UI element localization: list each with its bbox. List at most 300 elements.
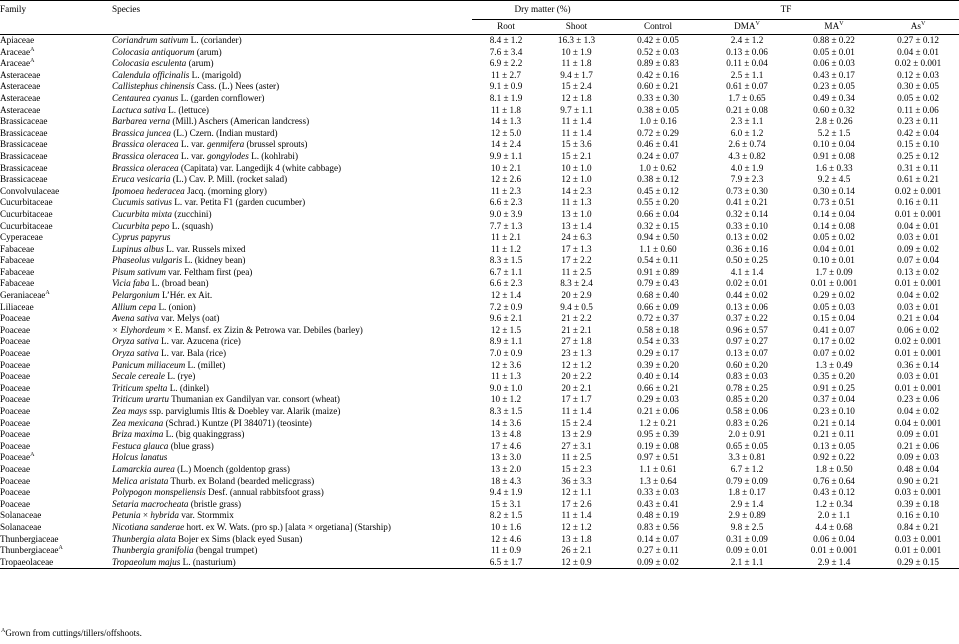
cell-dma: 1.7 ± 0.65 bbox=[728, 92, 766, 103]
header-family: Family bbox=[0, 1, 112, 20]
cell-root: 9.4 ± 1.9 bbox=[489, 487, 523, 498]
cell-species: Eruca vesicaria (L.) Cav. P. Mill. (rocket salad) bbox=[112, 174, 288, 185]
cell-dma: 6.0 ± 1.2 bbox=[730, 127, 764, 138]
cell-as: 0.06 ± 0.02 bbox=[897, 324, 939, 335]
cell-root: 15 ± 3.1 bbox=[490, 498, 522, 509]
cell-family: Asteraceae bbox=[0, 69, 41, 80]
cell-shoot: 8.3 ± 2.4 bbox=[560, 278, 593, 289]
cell-species: Tropaeolum majus L. (nasturium) bbox=[112, 557, 472, 569]
cell-dma: 2.0 ± 0.91 bbox=[728, 429, 766, 440]
cell-dma: 0.21 ± 0.08 bbox=[726, 104, 768, 115]
header-root: Root bbox=[497, 21, 515, 32]
cell-species: Avena sativa var. Melys (oat) bbox=[112, 313, 220, 324]
table-row bbox=[0, 534, 959, 546]
cell-root: 12 ± 4.6 bbox=[490, 533, 522, 544]
cell-family: Poaceae$^A$ bbox=[0, 452, 35, 463]
cell-family: Fabaceae bbox=[0, 266, 35, 277]
cell-root: 6.5 ± 1.7 bbox=[472, 557, 540, 569]
cell-control: 0.68 ± 0.40 bbox=[637, 290, 679, 301]
cell-control: 0.48 ± 0.19 bbox=[637, 510, 679, 521]
cell-as: 0.30 ± 0.05 bbox=[897, 81, 939, 92]
cell-family: Geraniaceae$^A$ bbox=[0, 290, 50, 301]
header-ma: $MA^V$ bbox=[824, 21, 844, 32]
cell-as: 0.27 ± 0.12 bbox=[897, 35, 939, 45]
cell-control: 0.72 ± 0.29 bbox=[637, 127, 679, 138]
cell-dma: 2.5 ± 1.1 bbox=[730, 69, 764, 80]
cell-ma: 0.17 ± 0.02 bbox=[813, 336, 855, 347]
cell-family: Cucurbitaceae bbox=[0, 208, 53, 219]
header-dma: $DMA^V$ bbox=[734, 21, 760, 32]
cell-as: 0.04 ± 0.02 bbox=[897, 290, 939, 301]
cell-as: 0.31 ± 0.11 bbox=[897, 162, 939, 173]
cell-dma: 0.33 ± 0.10 bbox=[726, 220, 768, 231]
cell-family: Poaceae bbox=[0, 313, 31, 324]
cell-control: 0.72 ± 0.37 bbox=[637, 313, 679, 324]
cell-as: 0.07 ± 0.04 bbox=[897, 255, 939, 266]
cell-species: × Elyhordeum × E. Mansf. ex Zizin & Petrowa var. Debiles (barley) bbox=[112, 324, 363, 335]
header-control: Control bbox=[643, 21, 673, 32]
cell-ma: 0.10 ± 0.01 bbox=[813, 255, 855, 266]
cell-root: 8.3 ± 1.5 bbox=[489, 406, 523, 416]
cell-dma: 4.3 ± 0.82 bbox=[728, 150, 766, 161]
cell-control: 1.2 ± 0.21 bbox=[639, 417, 677, 428]
cell-root: 11 ± 1.3 bbox=[491, 371, 521, 382]
cell-as: 0.90 ± 0.21 bbox=[897, 475, 939, 486]
cell-ma: 0.01 ± 0.001 bbox=[810, 278, 858, 289]
cell-species: Brassica juncea (L.) Czern. (Indian mustard) bbox=[112, 127, 278, 138]
cell-ma: 0.14 ± 0.04 bbox=[813, 208, 855, 219]
table-row bbox=[0, 35, 959, 47]
cell-species: Lamarckia aurea (L.) Moench (goldentop grass) bbox=[112, 463, 290, 474]
cell-family: Brassicaceae bbox=[0, 116, 48, 127]
cell-ma: 1.7 ± 0.09 bbox=[815, 266, 853, 277]
table-row bbox=[0, 47, 959, 59]
cell-root: 8.2 ± 1.5 bbox=[489, 510, 523, 521]
cell-control: 0.66 ± 0.09 bbox=[637, 301, 679, 312]
cell-species: Zea mays ssp. parviglumis Iltis & Doebley var. Alarik (maize) bbox=[112, 406, 341, 416]
cell-species: Briza maxima L. (big quakinggrass) bbox=[112, 429, 245, 440]
cell-control: 0.19 ± 0.08 bbox=[637, 440, 679, 451]
cell-family: Poaceae bbox=[0, 487, 31, 498]
cell-ma: 0.76 ± 0.64 bbox=[813, 475, 855, 486]
cell-species: Coriandrum sativum L. (coriander) bbox=[112, 35, 242, 45]
cell-species: Thunbergia granifolia (bengal trumpet) bbox=[112, 545, 258, 556]
header-row-sub bbox=[0, 20, 959, 35]
table-row bbox=[0, 464, 959, 476]
cell-shoot: 9.7 ± 1.1 bbox=[560, 104, 593, 115]
cell-control: 0.33 ± 0.30 bbox=[637, 92, 679, 103]
table-row bbox=[0, 441, 959, 453]
cell-control: 0.38 ± 0.12 bbox=[637, 174, 679, 185]
cell-shoot: 10 ± 1.0 bbox=[561, 162, 592, 173]
cell-shoot: 26 ± 2.1 bbox=[561, 545, 592, 556]
cell-control: 0.89 ± 0.83 bbox=[637, 58, 679, 69]
cell-as: 0.01 ± 0.001 bbox=[894, 382, 942, 393]
cell-root: 9.6 ± 2.1 bbox=[489, 313, 523, 324]
cell-family: Poaceae bbox=[0, 382, 31, 393]
cell-species: Zea mexicana (Schrad.) Kuntze (PI 384071) (teosinte) bbox=[112, 417, 312, 428]
table-row bbox=[0, 186, 959, 198]
cell-shoot: 9.4 ± 1.7 bbox=[560, 69, 593, 80]
cell-root: 9.9 ± 1.1 bbox=[489, 150, 523, 161]
cell-control: 0.52 ± 0.03 bbox=[637, 46, 679, 57]
table-row bbox=[0, 255, 959, 267]
cell-as: 0.01 ± 0.001 bbox=[894, 278, 942, 289]
cell-root: 14 ± 3.6 bbox=[490, 417, 522, 428]
cell-shoot: 11 ± 1.4 bbox=[561, 116, 592, 127]
cell-root: 7.2 ± 0.9 bbox=[489, 301, 523, 312]
cell-ma: 0.23 ± 0.05 bbox=[813, 81, 855, 92]
cell-root: 13 ± 3.0 bbox=[490, 452, 522, 463]
cell-dma: 2.6 ± 0.74 bbox=[728, 139, 766, 150]
cell-as: 0.04 ± 0.01 bbox=[897, 46, 939, 57]
cell-shoot: 11 ± 1.4 bbox=[561, 406, 592, 416]
cell-as: 0.42 ± 0.04 bbox=[897, 127, 939, 138]
cell-control: 0.54 ± 0.11 bbox=[637, 255, 679, 266]
table-row bbox=[0, 348, 959, 360]
table-row bbox=[0, 70, 959, 82]
cell-as: 0.36 ± 0.14 bbox=[897, 359, 939, 370]
cell-shoot: 17 ± 2.2 bbox=[561, 255, 592, 266]
cell-control: 0.42 ± 0.05 bbox=[637, 35, 679, 45]
cell-dma: 0.37 ± 0.22 bbox=[726, 313, 768, 324]
cell-root: 14 ± 2.4 bbox=[490, 139, 522, 150]
cell-control: 0.32 ± 0.15 bbox=[637, 220, 679, 231]
cell-shoot: 20 ± 2.9 bbox=[561, 290, 592, 301]
cell-species: Calendula officinalis L. (marigold) bbox=[112, 69, 242, 80]
cell-shoot: 17 ± 1.3 bbox=[561, 243, 592, 254]
cell-species: Petunia × hybrida var. Stormmix bbox=[112, 510, 234, 521]
cell-family: Asteraceae bbox=[0, 104, 41, 115]
cell-dma: 0.50 ± 0.25 bbox=[726, 255, 768, 266]
cell-control: 1.1 ± 0.60 bbox=[639, 243, 677, 254]
cell-root: 6.6 ± 2.3 bbox=[489, 197, 523, 208]
cell-control: 0.09 ± 0.02 bbox=[613, 557, 703, 569]
cell-species: Triticum spelta L. (dinkel) bbox=[112, 382, 209, 393]
cell-as: 0.03 ± 0.01 bbox=[897, 371, 939, 382]
table-row bbox=[0, 116, 959, 128]
cell-as: 0.12 ± 0.03 bbox=[897, 69, 939, 80]
cell-as: 0.84 ± 0.21 bbox=[897, 521, 939, 532]
cell-root: 8.4 ± 1.2 bbox=[489, 35, 523, 45]
cell-family: Asteraceae bbox=[0, 81, 41, 92]
cell-as: 0.04 ± 0.02 bbox=[897, 406, 939, 416]
cell-species: Lactuca sativa L. (lettuce) bbox=[112, 104, 209, 115]
cell-species: Setaria macrocheata (bristle grass) bbox=[112, 498, 242, 509]
cell-as: 0.23 ± 0.11 bbox=[897, 116, 939, 127]
cell-dma: 0.85 ± 0.20 bbox=[726, 394, 768, 405]
cell-as: 0.09 ± 0.02 bbox=[897, 243, 939, 254]
cell-dma: 0.79 ± 0.09 bbox=[726, 475, 768, 486]
cell-dma: 2.4 ± 1.2 bbox=[730, 35, 764, 45]
cell-family: Poaceae bbox=[0, 498, 31, 509]
cell-root: 10 ± 1.2 bbox=[490, 394, 522, 405]
cell-shoot: 11 ± 1.8 bbox=[561, 58, 592, 69]
cell-dma: 2.9 ± 1.4 bbox=[730, 498, 764, 509]
table-body bbox=[0, 35, 959, 569]
cell-root: 11 ± 1.8 bbox=[491, 104, 521, 115]
cell-dma: 0.32 ± 0.14 bbox=[726, 208, 768, 219]
cell-as: 0.16 ± 0.10 bbox=[897, 510, 939, 521]
cell-species: Vicia faba L. (broad bean) bbox=[112, 278, 209, 289]
cell-shoot: 12 ± 1.2 bbox=[561, 359, 592, 370]
cell-as: 0.04 ± 0.001 bbox=[894, 417, 942, 428]
cell-ma: 0.30 ± 0.14 bbox=[813, 185, 855, 196]
cell-ma: 0.04 ± 0.01 bbox=[813, 243, 855, 254]
cell-family: Fabaceae bbox=[0, 243, 35, 254]
cell-species: Pisum sativum var. Feltham first (pea) bbox=[112, 266, 253, 277]
cell-as: 0.15 ± 0.10 bbox=[897, 139, 939, 150]
cell-shoot: 20 ± 2.2 bbox=[561, 371, 592, 382]
cell-shoot: 11 ± 2.5 bbox=[561, 266, 592, 277]
cell-species: Callistephus chinensis Cass. (L.) Nees (aster) bbox=[112, 81, 280, 92]
cell-family: Poaceae bbox=[0, 475, 31, 486]
cell-dma: 0.83 ± 0.03 bbox=[726, 371, 768, 382]
cell-root: 11 ± 2.3 bbox=[491, 185, 521, 196]
cell-control: 0.54 ± 0.33 bbox=[637, 336, 679, 347]
cell-root: 10 ± 2.1 bbox=[490, 162, 522, 173]
cell-control: 0.29 ± 0.03 bbox=[637, 394, 679, 405]
cell-root: 8.1 ± 1.9 bbox=[489, 92, 523, 103]
cell-shoot: 11 ± 1.3 bbox=[561, 197, 592, 208]
footnote: $^A$Grown from cuttings/tillers/offshoots. bbox=[1, 628, 142, 638]
cell-shoot: 17 ± 2.6 bbox=[561, 498, 592, 509]
cell-root: 7.7 ± 1.3 bbox=[489, 220, 523, 231]
cell-as: 0.21 ± 0.06 bbox=[897, 440, 939, 451]
table-row bbox=[0, 139, 959, 151]
cell-dma: 0.13 ± 0.06 bbox=[726, 46, 768, 57]
cell-family: Apiaceae bbox=[0, 35, 35, 45]
cell-species: Oryza sativa L. var. Azucena (rice) bbox=[112, 336, 241, 347]
cell-shoot: 21 ± 2.2 bbox=[561, 313, 592, 324]
table-row bbox=[0, 360, 959, 372]
cell-dma: 2.9 ± 0.89 bbox=[728, 510, 766, 521]
cell-ma: 0.01 ± 0.001 bbox=[810, 545, 858, 556]
cell-ma: 0.05 ± 0.01 bbox=[813, 46, 855, 57]
cell-ma: 1.2 ± 0.34 bbox=[815, 498, 853, 509]
cell-root: 12 ± 1.4 bbox=[490, 290, 522, 301]
table-row bbox=[0, 336, 959, 348]
cell-dma: 0.11 ± 0.04 bbox=[726, 58, 768, 69]
cell-species: Polypogon monspeliensis Desf. (annual rabbitsfoot grass) bbox=[112, 487, 324, 498]
cell-as: 0.16 ± 0.11 bbox=[897, 197, 939, 208]
cell-ma: 0.43 ± 0.17 bbox=[813, 69, 855, 80]
table-row bbox=[0, 105, 959, 117]
cell-family: Poaceae bbox=[0, 359, 31, 370]
cell-dma: 0.13 ± 0.02 bbox=[726, 232, 768, 243]
cell-shoot: 13 ± 1.4 bbox=[561, 220, 592, 231]
cell-family: Tropaeolaceae bbox=[0, 557, 112, 569]
cell-dma: 3.3 ± 0.81 bbox=[728, 452, 766, 463]
table-row bbox=[0, 499, 959, 511]
cell-species: Festuca glauca (blue grass) bbox=[112, 440, 214, 451]
cell-as: 0.01 ± 0.001 bbox=[894, 348, 942, 359]
cell-control: 0.43 ± 0.41 bbox=[637, 498, 679, 509]
cell-control: 1.3 ± 0.64 bbox=[639, 475, 677, 486]
cell-as: 0.05 ± 0.02 bbox=[897, 92, 939, 103]
cell-as: 0.48 ± 0.04 bbox=[897, 463, 939, 474]
cell-control: 0.58 ± 0.18 bbox=[637, 324, 679, 335]
cell-family: Poaceae bbox=[0, 394, 31, 405]
cell-root: 6.9 ± 2.2 bbox=[489, 58, 523, 69]
cell-ma: 9.2 ± 4.5 bbox=[817, 174, 851, 185]
cell-species: Oryza sativa L. var. Bala (rice) bbox=[112, 348, 227, 359]
cell-family: Poaceae bbox=[0, 324, 31, 335]
cell-control: 0.45 ± 0.12 bbox=[637, 185, 679, 196]
cell-root: 12 ± 1.5 bbox=[490, 324, 522, 335]
cell-shoot: 11 ± 1.4 bbox=[561, 510, 592, 521]
cell-species: Holcus lanatus bbox=[112, 452, 168, 463]
cell-ma: 1.3 ± 0.49 bbox=[815, 359, 853, 370]
cell-as: 0.01 ± 0.001 bbox=[894, 208, 942, 219]
cell-control: 0.42 ± 0.16 bbox=[637, 69, 679, 80]
cell-control: 0.91 ± 0.89 bbox=[637, 266, 679, 277]
cell-family: Poaceae bbox=[0, 429, 31, 440]
cell-control: 0.79 ± 0.43 bbox=[637, 278, 679, 289]
cell-control: 0.60 ± 0.21 bbox=[637, 81, 679, 92]
cell-shoot: 23 ± 1.3 bbox=[561, 348, 592, 359]
cell-shoot: 11 ± 1.4 bbox=[561, 127, 592, 138]
cell-ma: 0.49 ± 0.34 bbox=[813, 92, 855, 103]
table-row bbox=[0, 221, 959, 233]
cell-shoot: 9.4 ± 0.5 bbox=[560, 301, 593, 312]
cell-dma: 0.78 ± 0.25 bbox=[726, 382, 768, 393]
cell-root: 10 ± 1.6 bbox=[490, 521, 522, 532]
table-row bbox=[0, 522, 959, 534]
cell-shoot: 13 ± 2.9 bbox=[561, 429, 592, 440]
cell-family: Brassicaceae bbox=[0, 127, 48, 138]
cell-ma: 2.9 ± 1.4 bbox=[791, 557, 877, 569]
cell-dma: 0.58 ± 0.06 bbox=[726, 406, 768, 416]
cell-ma: 0.91 ± 0.25 bbox=[813, 382, 855, 393]
table-row bbox=[0, 209, 959, 221]
cell-root: 11 ± 1.2 bbox=[491, 243, 521, 254]
cell-ma: 0.05 ± 0.02 bbox=[813, 232, 855, 243]
cell-species: Melica aristata Thurb. ex Boland (bearded melicgrass) bbox=[112, 475, 315, 486]
cell-control: 0.24 ± 0.07 bbox=[637, 150, 679, 161]
table-row bbox=[0, 58, 959, 70]
cell-family: Convolvulaceae bbox=[0, 185, 60, 196]
cell-family: Asteraceae bbox=[0, 92, 41, 103]
cell-dma: 4.0 ± 1.9 bbox=[730, 162, 764, 173]
cell-ma: 0.73 ± 0.51 bbox=[813, 197, 855, 208]
cell-species: Triticum urartu Thumanian ex Gandilyan var. consort (wheat) bbox=[112, 394, 340, 405]
cell-family: Araceae$^A$ bbox=[0, 58, 35, 69]
cell-shoot: 12 ± 1.1 bbox=[561, 487, 592, 498]
table-row bbox=[0, 174, 959, 186]
cell-control: 0.38 ± 0.05 bbox=[637, 104, 679, 115]
cell-family: Brassicaceae bbox=[0, 174, 48, 185]
cell-species: Brassica oleracea (Capitata) var. Langedijk 4 (white cabbage) bbox=[112, 162, 342, 173]
table-row bbox=[0, 197, 959, 209]
cell-root: 12 ± 5.0 bbox=[490, 127, 522, 138]
cell-dma: 0.13 ± 0.06 bbox=[726, 301, 768, 312]
table-row bbox=[0, 394, 959, 406]
table-row bbox=[0, 128, 959, 140]
cell-root: 6.7 ± 1.1 bbox=[489, 266, 523, 277]
cell-family: Poaceae bbox=[0, 348, 31, 359]
cell-dma: 0.41 ± 0.21 bbox=[726, 197, 768, 208]
cell-shoot: 15 ± 3.6 bbox=[561, 139, 592, 150]
cell-root: 7.6 ± 3.4 bbox=[489, 46, 523, 57]
cell-control: 0.14 ± 0.07 bbox=[637, 533, 679, 544]
cell-control: 1.1 ± 0.61 bbox=[639, 463, 677, 474]
cell-species: Ipomoea hederacea Jacq. (morning glory) bbox=[112, 185, 267, 196]
cell-dma: 7.9 ± 2.3 bbox=[730, 174, 764, 185]
cell-ma: 0.88 ± 0.22 bbox=[813, 35, 855, 45]
cell-family: Fabaceae bbox=[0, 278, 35, 289]
cell-control: 0.94 ± 0.50 bbox=[637, 232, 679, 243]
cell-dma: 6.7 ± 1.2 bbox=[730, 463, 764, 474]
cell-family: Fabaceae bbox=[0, 255, 35, 266]
table-row bbox=[0, 557, 959, 569]
cell-control: 0.29 ± 0.17 bbox=[637, 348, 679, 359]
table-row bbox=[0, 290, 959, 302]
cell-as: 0.23 ± 0.06 bbox=[897, 394, 939, 405]
cell-ma: 0.92 ± 0.22 bbox=[813, 452, 855, 463]
cell-shoot: 11 ± 2.5 bbox=[561, 452, 592, 463]
cell-shoot: 27 ± 3.1 bbox=[561, 440, 592, 451]
table-row bbox=[0, 452, 959, 464]
cell-dma: 9.8 ± 2.5 bbox=[730, 521, 764, 532]
table-row bbox=[0, 510, 959, 522]
cell-control: 0.46 ± 0.41 bbox=[637, 139, 679, 150]
cell-as: 0.03 ± 0.01 bbox=[897, 301, 939, 312]
table-row bbox=[0, 81, 959, 93]
cell-root: 8.3 ± 1.5 bbox=[489, 255, 523, 266]
cell-shoot: 14 ± 2.3 bbox=[561, 185, 592, 196]
table-row bbox=[0, 93, 959, 105]
cell-shoot: 20 ± 2.1 bbox=[561, 382, 592, 393]
cell-ma: 2.8 ± 0.26 bbox=[815, 116, 853, 127]
header-row-top bbox=[0, 1, 959, 20]
cell-control: 0.83 ± 0.56 bbox=[637, 521, 679, 532]
cell-ma: 0.91 ± 0.08 bbox=[813, 150, 855, 161]
cell-dma: 4.1 ± 1.4 bbox=[730, 266, 764, 277]
cell-dma: 0.73 ± 0.30 bbox=[726, 185, 768, 196]
cell-ma: 0.13 ± 0.05 bbox=[813, 440, 855, 451]
header-dry-matter: Dry matter (%) bbox=[472, 1, 613, 20]
cell-as: 0.13 ± 0.02 bbox=[897, 266, 939, 277]
cell-control: 0.27 ± 0.11 bbox=[637, 545, 679, 556]
cell-root: 12 ± 3.6 bbox=[490, 359, 522, 370]
cell-as: 0.09 ± 0.03 bbox=[897, 452, 939, 463]
cell-dma: 0.36 ± 0.16 bbox=[726, 243, 768, 254]
cell-shoot: 12 ± 1.0 bbox=[561, 174, 592, 185]
cell-as: 0.02 ± 0.001 bbox=[894, 58, 942, 69]
cell-control: 0.97 ± 0.51 bbox=[637, 452, 679, 463]
cell-root: 7.0 ± 0.9 bbox=[489, 348, 523, 359]
table-row bbox=[0, 244, 959, 256]
table-row bbox=[0, 371, 959, 383]
cell-family: Poaceae bbox=[0, 440, 31, 451]
cell-family: Poaceae bbox=[0, 336, 31, 347]
table-row bbox=[0, 429, 959, 441]
cell-family: Poaceae bbox=[0, 417, 31, 428]
cell-species: Panicum miliaceum L. (millet) bbox=[112, 359, 226, 370]
cell-shoot: 15 ± 2.3 bbox=[561, 463, 592, 474]
cell-dma: 0.44 ± 0.02 bbox=[726, 290, 768, 301]
cell-species: Colocasia antiquorum (arum) bbox=[112, 46, 222, 57]
cell-ma: 0.21 ± 0.11 bbox=[813, 429, 855, 440]
cell-dma: 1.8 ± 0.17 bbox=[728, 487, 766, 498]
cell-species: Nicotiana sanderae hort. ex W. Wats. (pro sp.) [alata × orgetiana] (Starship) bbox=[112, 521, 391, 532]
cell-family: Poaceae bbox=[0, 463, 31, 474]
cell-ma: 0.07 ± 0.02 bbox=[813, 348, 855, 359]
cell-dma: 0.61 ± 0.07 bbox=[726, 81, 768, 92]
cell-species: Colocasia esculenta (arum) bbox=[112, 58, 214, 69]
table-row bbox=[0, 383, 959, 395]
